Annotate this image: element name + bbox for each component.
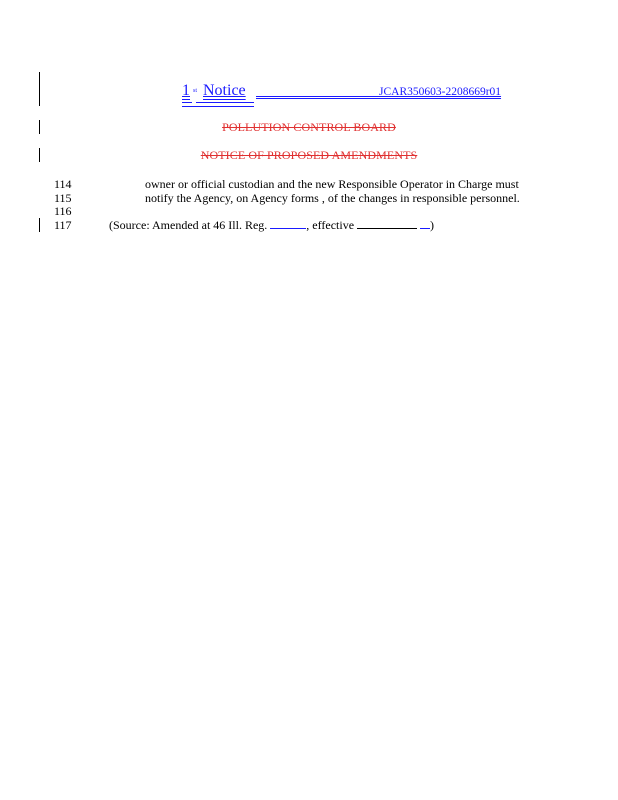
line-number: 115 — [54, 191, 72, 205]
header-document-code: JCAR350603-2208669r01 — [379, 86, 502, 98]
effective-date-blank — [357, 218, 417, 229]
register-blank — [270, 218, 306, 229]
line-number: 117 — [54, 218, 72, 232]
line-text: notify the Agency, on Agency forms , of the changes in responsible personnel. — [145, 191, 520, 205]
agency-heading-deleted: POLLUTION CONTROL BOARD — [222, 120, 396, 134]
notice-title-deleted: NOTICE OF PROPOSED AMENDMENTS — [200, 148, 418, 162]
change-bar-line-117 — [39, 218, 40, 232]
change-bar-header — [39, 72, 40, 106]
line-text: owner or official custodian and the new Responsible Operator in Charge must — [145, 177, 519, 191]
source-note — [109, 218, 434, 233]
inserted-blank — [420, 218, 430, 229]
source-middle: , effective — [306, 218, 358, 232]
header-superscript: st — [193, 88, 198, 94]
header-fill-line — [256, 96, 380, 99]
header-notice-label: Notice — [203, 82, 246, 99]
header-number: 1 — [182, 82, 190, 99]
source-prefix: (Source: Amended at 46 Ill. Reg. — [109, 218, 271, 232]
line-number: 116 — [54, 204, 72, 218]
source-suffix: ) — [430, 218, 435, 232]
header-underline — [182, 102, 254, 109]
line-number: 114 — [54, 177, 72, 191]
